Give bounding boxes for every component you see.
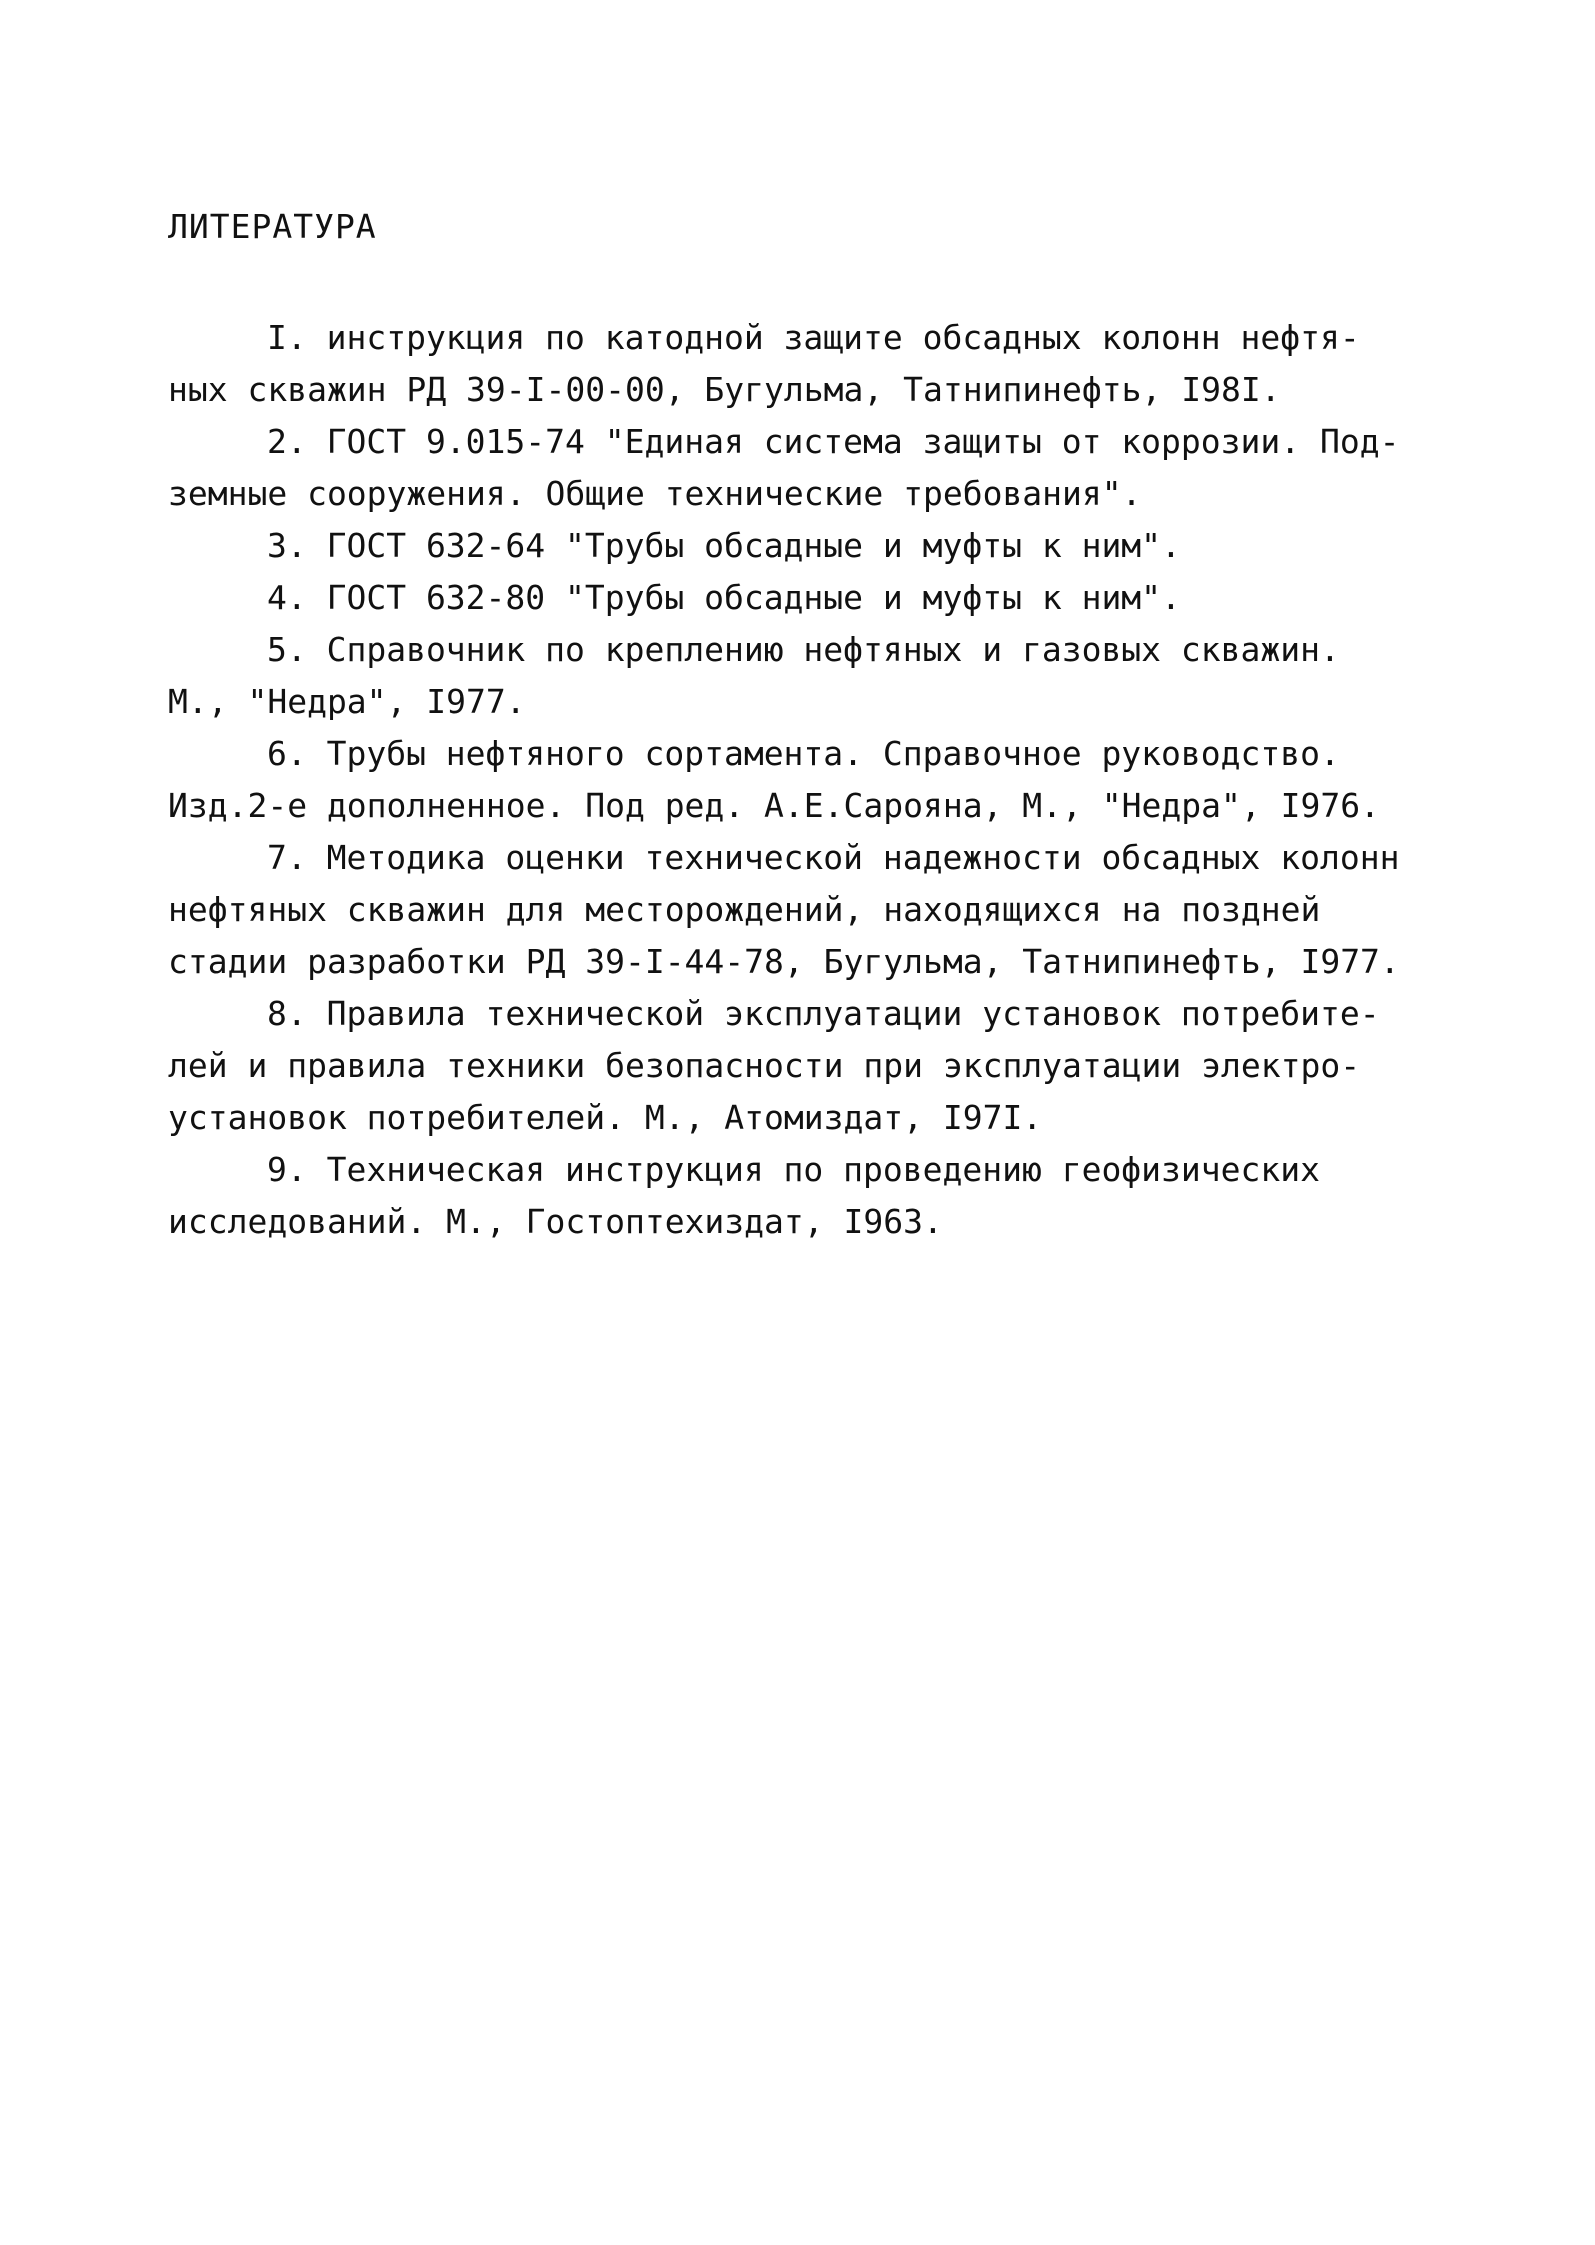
reference-line: 5. Справочник по креплению нефтяных и газовых скважин.	[267, 630, 1340, 669]
reference-line: ных скважин РД 39-I-00-00, Бугульма, Татнипинефть, I98I.	[168, 370, 1281, 409]
reference-line: стадии разработки РД 39-I-44-78, Бугульма, Татнипинефть, I977.	[168, 942, 1400, 981]
reference-item	[168, 520, 1468, 572]
reference-line: установок потребителей. М., Атомиздат, I97I.	[168, 1098, 1043, 1137]
reference-item	[168, 416, 1468, 520]
reference-list	[168, 312, 1468, 1248]
reference-line: М., "Недра", I977.	[168, 682, 526, 721]
reference-line: 6. Трубы нефтяного сортамента. Справочное руководство.	[267, 734, 1340, 773]
reference-line: земные сооружения. Общие технические требования".	[168, 474, 1142, 513]
reference-item	[168, 728, 1468, 832]
reference-line: I. инструкция по катодной защите обсадных колонн нефтя-	[267, 318, 1360, 357]
reference-item	[168, 832, 1468, 988]
reference-item	[168, 988, 1468, 1144]
reference-line: 8. Правила технической эксплуатации установок потребите-	[267, 994, 1380, 1033]
reference-line: Изд.2-е дополненное. Под ред. А.Е.Сароянa, М., "Недра", I976.	[168, 786, 1380, 825]
reference-line: 4. ГОСТ 632-80 "Трубы обсадные и муфты к ним".	[267, 578, 1181, 617]
page-heading: ЛИТЕРАТУРА	[168, 207, 377, 246]
reference-item	[168, 572, 1468, 624]
reference-item	[168, 624, 1468, 728]
reference-item	[168, 312, 1468, 416]
reference-line: 3. ГОСТ 632-64 "Трубы обсадные и муфты к ним".	[267, 526, 1181, 565]
reference-line: 9. Техническая инструкция по проведению геофизических	[267, 1150, 1320, 1189]
reference-line: нефтяных скважин для месторождений, находящихся на поздней	[168, 890, 1321, 929]
reference-line: 7. Методика оценки технической надежности обсадных колонн	[267, 838, 1400, 877]
reference-line: исследований. М., Гостоптехиздат, I963.	[168, 1202, 943, 1241]
reference-item	[168, 1144, 1468, 1248]
reference-line: лей и правила техники безопасности при эксплуатации электро-	[168, 1046, 1361, 1085]
reference-line: 2. ГОСТ 9.015-74 "Единая система защиты от коррозии. Под-	[267, 422, 1400, 461]
